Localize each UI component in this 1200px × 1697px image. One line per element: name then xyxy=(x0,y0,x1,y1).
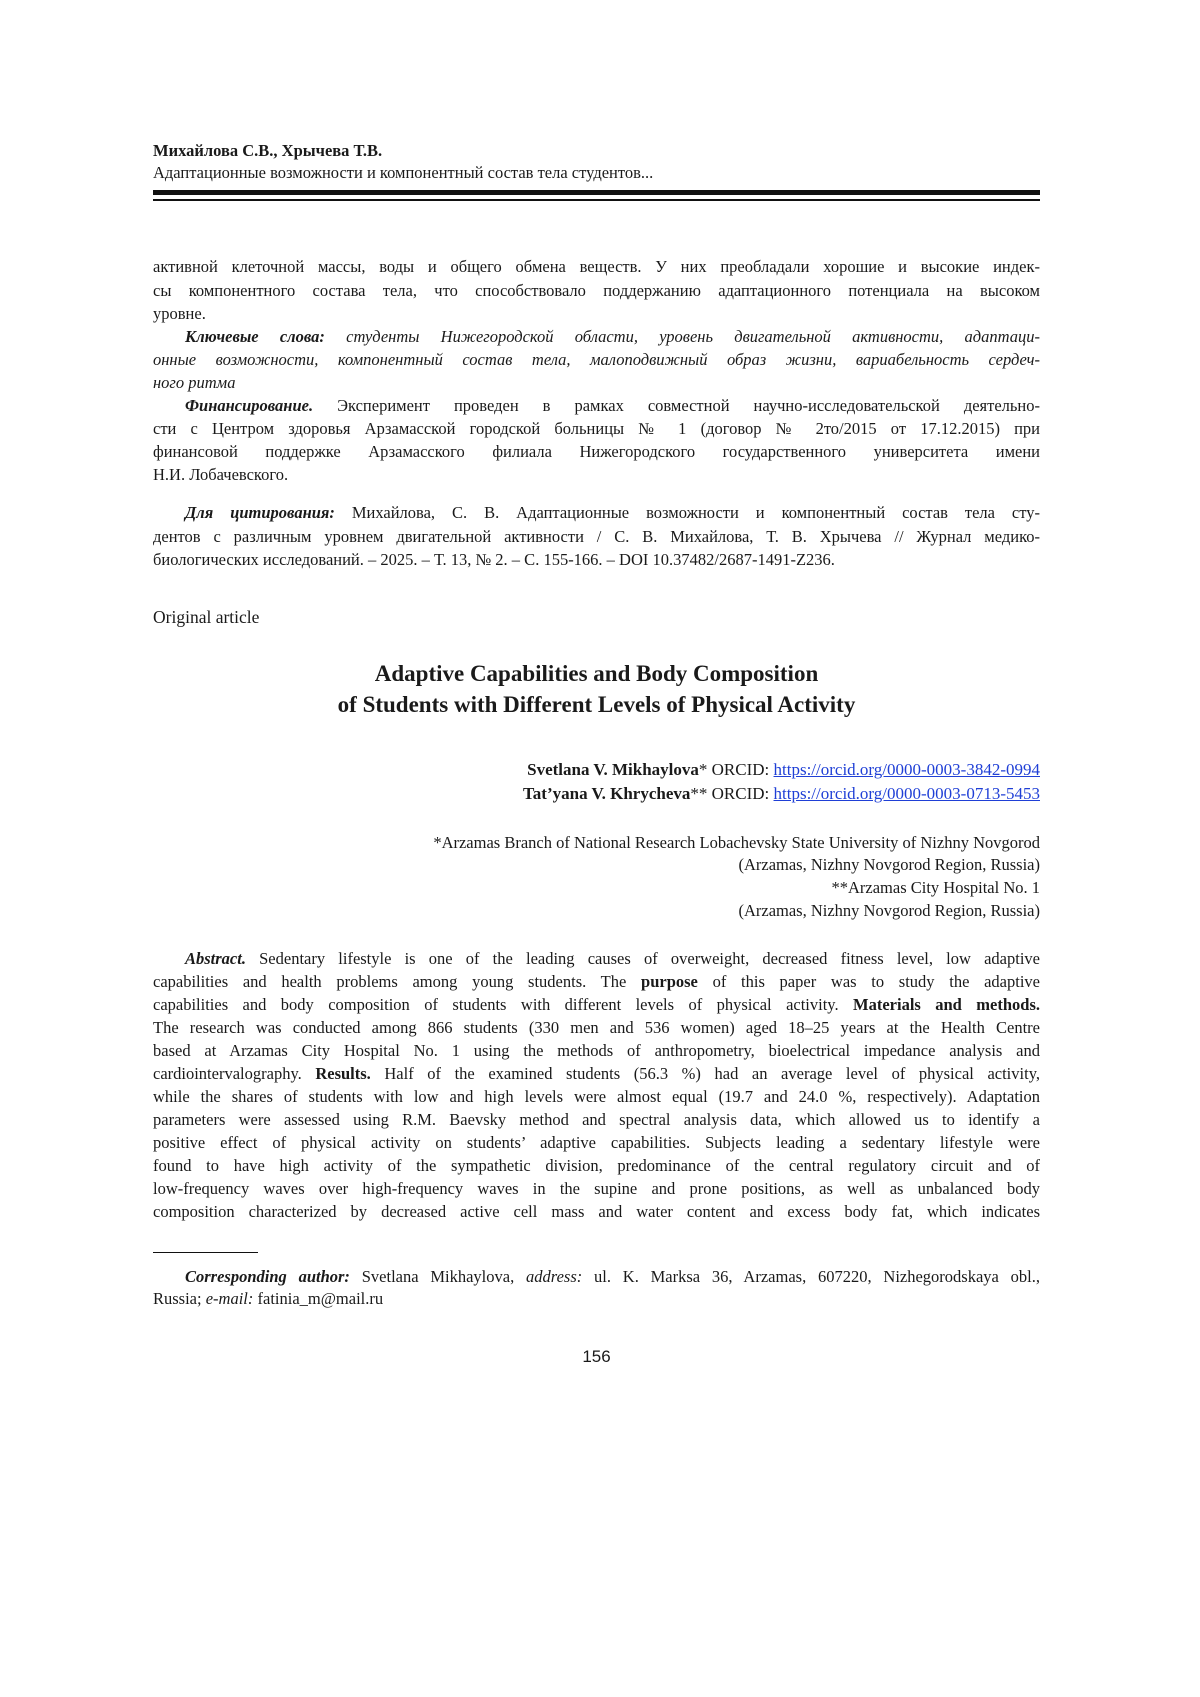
text-run: based at Arzamas City Hospital No. 1 using the methods of anthropometry, bioelectrical impedance analysis and xyxy=(153,1041,1040,1060)
bold-term: purpose xyxy=(641,972,698,991)
russian-text-line xyxy=(153,501,1040,524)
text-run: capabilities and health problems among young students. The xyxy=(153,972,641,991)
abstract-line xyxy=(153,947,1040,970)
text-run: positive effect of physical activity on students’ adaptive capabilities. Subjects leading a sedentary lifestyle were xyxy=(153,1133,1040,1152)
affiliation-line: *Arzamas Branch of National Research Lobachevsky State University of Nizhny Novgorod xyxy=(153,831,1040,854)
bold-term: Results. xyxy=(315,1064,370,1083)
text-run: low-frequency waves over high-frequency waves in the supine and prone positions, as well as unbalanced body xyxy=(153,1179,1040,1198)
text-run: The research was conducted among 866 students (330 men and 536 women) aged 18–25 years at the Health Centre xyxy=(153,1018,1040,1037)
text-run: биологических исследований. – 2025. – Т. 13, № 2. – С. 155-166. – DOI 10.37482/2687-1491-Z236. xyxy=(153,550,835,569)
text-run: Russia; xyxy=(153,1289,206,1308)
text-run: composition characterized by decreased active cell mass and water content and excess body fat, which indicates xyxy=(153,1202,1040,1221)
text-run: Михайлова, С. В. Адаптационные возможности и компонентный состав тела сту- xyxy=(335,503,1040,522)
affiliation-line: **Arzamas City Hospital No. 1 xyxy=(153,876,1040,899)
text-run: Эксперимент проведен в рамках совместной научно-исследовательской деятельно- xyxy=(313,396,1040,415)
russian-text-line xyxy=(153,279,1040,302)
section-label: Ключевые слова: xyxy=(185,327,325,346)
footnote-rule xyxy=(153,1252,258,1253)
affiliation-line: (Arzamas, Nizhny Novgorod Region, Russia) xyxy=(153,899,1040,922)
abstract-line xyxy=(153,993,1040,1016)
text-run: of this paper was to study the adaptive xyxy=(698,972,1040,991)
text-run: e-mail: xyxy=(206,1289,254,1308)
russian-text-line xyxy=(153,394,1040,417)
abstract-line xyxy=(153,1177,1040,1200)
text-run: capabilities and body composition of students with different levels of physical activity. xyxy=(153,995,853,1014)
footnote-line xyxy=(153,1265,1040,1288)
text-run: address: xyxy=(526,1267,582,1286)
abstract-line xyxy=(153,1131,1040,1154)
text-run: уровне. xyxy=(153,304,206,323)
abstract-line xyxy=(153,1108,1040,1131)
text-run: Sedentary lifestyle is one of the leading causes of overweight, decreased fitness level, low adaptive xyxy=(246,949,1040,968)
russian-text-line xyxy=(153,440,1040,463)
abstract-line xyxy=(153,1016,1040,1039)
text-run: сти с Центром здоровья Арзамасской городской больницы № 1 (договор № 2то/2015 от 17.12.2015) при xyxy=(153,419,1040,438)
author-mark: ** ORCID: xyxy=(690,784,773,803)
russian-text-line xyxy=(153,417,1040,440)
text-run: финансовой поддержке Арзамасского филиала Нижегородского государственного университета имени xyxy=(153,442,1040,461)
author-name: Tat’yana V. Khrycheva xyxy=(523,784,690,803)
russian-text-line xyxy=(153,255,1040,278)
running-head-authors: Михайлова С.В., Хрычева Т.В. xyxy=(153,141,382,161)
russian-text-line xyxy=(153,525,1040,548)
page-number: 156 xyxy=(0,1347,1193,1367)
orcid-link[interactable]: https://orcid.org/0000-0003-3842-0994 xyxy=(774,760,1040,779)
text-run: активной клеточной массы, воды и общего обмена веществ. У них преобладали хорошие и высокие индек- xyxy=(153,257,1040,276)
abstract-line xyxy=(153,1154,1040,1177)
russian-text-line xyxy=(153,348,1040,371)
author-mark: * ORCID: xyxy=(699,760,774,779)
section-label: Для цитирования: xyxy=(185,503,335,522)
text-run: Half of the examined students (56.3 %) had an average level of physical activity, xyxy=(371,1064,1040,1083)
text-run: онные возможности, компонентный состав тела, малоподвижный образ жизни, вариабельность сердеч- xyxy=(153,350,1040,369)
orcid-link[interactable]: https://orcid.org/0000-0003-0713-5453 xyxy=(774,784,1040,803)
text-run: cardiointervalography. xyxy=(153,1064,315,1083)
running-head-title: Адаптационные возможности и компонентный состав тела студентов... xyxy=(153,163,653,183)
russian-text-line xyxy=(153,463,1040,486)
article-title-line-1: Adaptive Capabilities and Body Composition xyxy=(153,659,1040,689)
header-rule-thin xyxy=(153,199,1040,201)
russian-text-line xyxy=(153,302,1040,325)
text-run: студенты Нижегородской области, уровень двигательной активности, адаптаци- xyxy=(325,327,1040,346)
text-run: while the shares of students with low and high levels were almost equal (19.7 and 24.0 %, respectively). Adaptation xyxy=(153,1087,1040,1106)
abstract-line xyxy=(153,1200,1040,1223)
text-run: ного ритма xyxy=(153,373,235,392)
abstract-line xyxy=(153,1085,1040,1108)
russian-text-line xyxy=(153,548,1040,571)
author-2 xyxy=(153,782,1040,805)
footnote-line xyxy=(153,1287,1040,1310)
russian-text-line xyxy=(153,325,1040,348)
text-run: Svetlana Mikhaylova, xyxy=(350,1267,526,1286)
section-label: Abstract. xyxy=(185,949,246,968)
russian-text-line xyxy=(153,371,1040,394)
article-title-line-2: of Students with Different Levels of Physical Activity xyxy=(153,690,1040,720)
text-run: Н.И. Лобачевского. xyxy=(153,465,288,484)
text-run: дентов с различным уровнем двигательной активности / С. В. Михайлова, Т. В. Хрычева // Журнал медико- xyxy=(153,527,1040,546)
section-label: Corresponding author: xyxy=(185,1267,350,1286)
author-1 xyxy=(153,758,1040,781)
affiliation-line: (Arzamas, Nizhny Novgorod Region, Russia) xyxy=(153,853,1040,876)
article-type: Original article xyxy=(153,607,259,628)
header-rule-thick xyxy=(153,190,1040,195)
text-run: сы компонентного состава тела, что способствовало поддержанию адаптационного потенциала на высоком xyxy=(153,281,1040,300)
abstract-line xyxy=(153,1062,1040,1085)
abstract-line xyxy=(153,970,1040,993)
abstract-line xyxy=(153,1039,1040,1062)
text-run: found to have high activity of the sympathetic division, predominance of the central regulatory circuit and of xyxy=(153,1156,1040,1175)
text-run: ul. K. Marksa 36, Arzamas, 607220, Nizhegorodskaya obl., xyxy=(582,1267,1040,1286)
author-name: Svetlana V. Mikhaylova xyxy=(527,760,699,779)
bold-term: Materials and methods. xyxy=(853,995,1040,1014)
section-label: Финансирование. xyxy=(185,396,313,415)
text-run: fatinia_m@mail.ru xyxy=(253,1289,383,1308)
text-run: parameters were assessed using R.M. Baevsky method and spectral analysis data, which allowed us to identify a xyxy=(153,1110,1040,1129)
